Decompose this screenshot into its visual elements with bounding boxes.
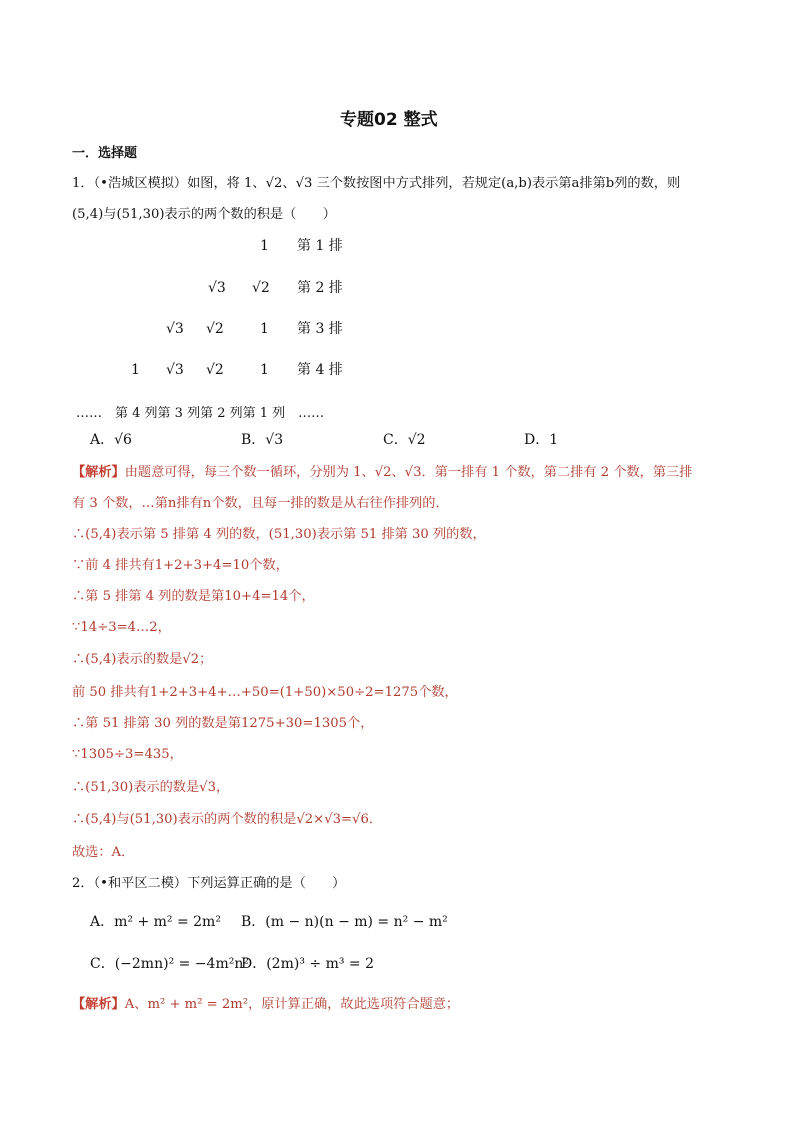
tri-r4-c3: √2 (206, 362, 224, 378)
q1-option-c: C．√2 (383, 432, 426, 448)
tri-r3-c2: √2 (206, 321, 224, 337)
tri-r4-label: 第 4 排 (297, 362, 343, 378)
tri-r1-c1: 1 (260, 238, 269, 254)
q1-analysis-line-7: 前 50 排共有1+2+3+4+…+50=(1+50)×50÷2=1275个数， (72, 685, 458, 700)
q2-option-b: B．(m − n)(n − m) = n² − m² (241, 914, 448, 930)
q2-analysis-text: A、m² + m² = 2m²，原计算正确，故此选项符合题意； (124, 997, 460, 1012)
tri-r2-label: 第 2 排 (297, 280, 343, 296)
q1-option-d: D．1 (524, 432, 559, 448)
tri-r1-label: 第 1 排 (297, 238, 343, 254)
tri-r3-label: 第 3 排 (297, 321, 343, 337)
q2-option-a: A．m² + m² = 2m² (90, 914, 221, 930)
q1-analysis-line-2: ∴(5,4)表示第 5 排第 4 列的数，(51,30)表示第 51 排第 30 列的数， (72, 527, 486, 542)
q1-analysis-text-0: 由题意可得，每三个数一循环，分别为 1、√2、√3．第一排有 1 个数，第二排有 2 个数，第三排 (124, 465, 693, 480)
q1-analysis-line-5: ∵14÷3=4…2， (72, 620, 171, 635)
q2-option-c: C．(−2mn)² = −4m²n² (90, 956, 249, 972)
q2-analysis-line (72, 995, 459, 1015)
q1-analysis-line-11: ∴(5,4)与(51,30)表示的两个数的积是√2×√3=√6． (72, 812, 383, 827)
q2-line1: 2．（•和平区二模）下列运算正确的是（ ） (72, 876, 346, 891)
q1-analysis-line-0 (72, 463, 692, 483)
tri-r4-c1: 1 (131, 362, 140, 378)
q1-analysis-line-10: ∴(51,30)表示的数是√3， (72, 780, 230, 795)
q2-option-d: D．(2m)³ ÷ m³ = 2 (241, 956, 374, 972)
tri-r3-c3: 1 (260, 321, 269, 337)
q1-analysis-line-8: ∴第 51 排第 30 列的数是第1275+30=1305个， (72, 716, 374, 731)
q1-option-b: B．√3 (241, 432, 284, 448)
q1-analysis-line-6: ∴(5,4)表示的数是√2； (72, 652, 213, 667)
tri-r4-c2: √3 (166, 362, 184, 378)
q1-analysis-line-1: 有 3 个数，…第n排有n个数，且每一排的数是从右往作排列的． (72, 496, 449, 511)
tri-r3-c1: √3 (166, 321, 184, 337)
page-title: 专题02 整式 (340, 110, 438, 130)
q1-option-a: A．√6 (90, 432, 132, 448)
tri-r2-c1: √3 (208, 280, 226, 296)
q1-analysis-line-4: ∴第 5 排第 4 列的数是第10+4=14个， (72, 589, 315, 604)
tri-r2-c2: √2 (252, 280, 270, 296)
tri-column-labels: …… 第 4 列第 3 列第 2 列第 1 列 …… (76, 406, 325, 421)
section-heading: 一．选择题 (72, 146, 138, 161)
q1-analysis-tag: 【解析】 (72, 465, 125, 480)
q1-analysis-line-9: ∵1305÷3=435， (72, 747, 183, 762)
q2-analysis-tag: 【解析】 (72, 997, 125, 1012)
q1-analysis-line-12: 故选：A． (72, 845, 135, 860)
q1-analysis-line-3: ∵前 4 排共有1+2+3+4=10个数， (72, 558, 289, 573)
q1-line1: 1．（•浩城区模拟）如图，将 1、√2、√3 三个数按图中方式排列，若规定(a,b)表示第a排第b列的数，则 (72, 176, 681, 191)
tri-r4-c4: 1 (260, 362, 269, 378)
q1-line2: (5,4)与(51,30)表示的两个数的积是（ ） (72, 207, 336, 222)
